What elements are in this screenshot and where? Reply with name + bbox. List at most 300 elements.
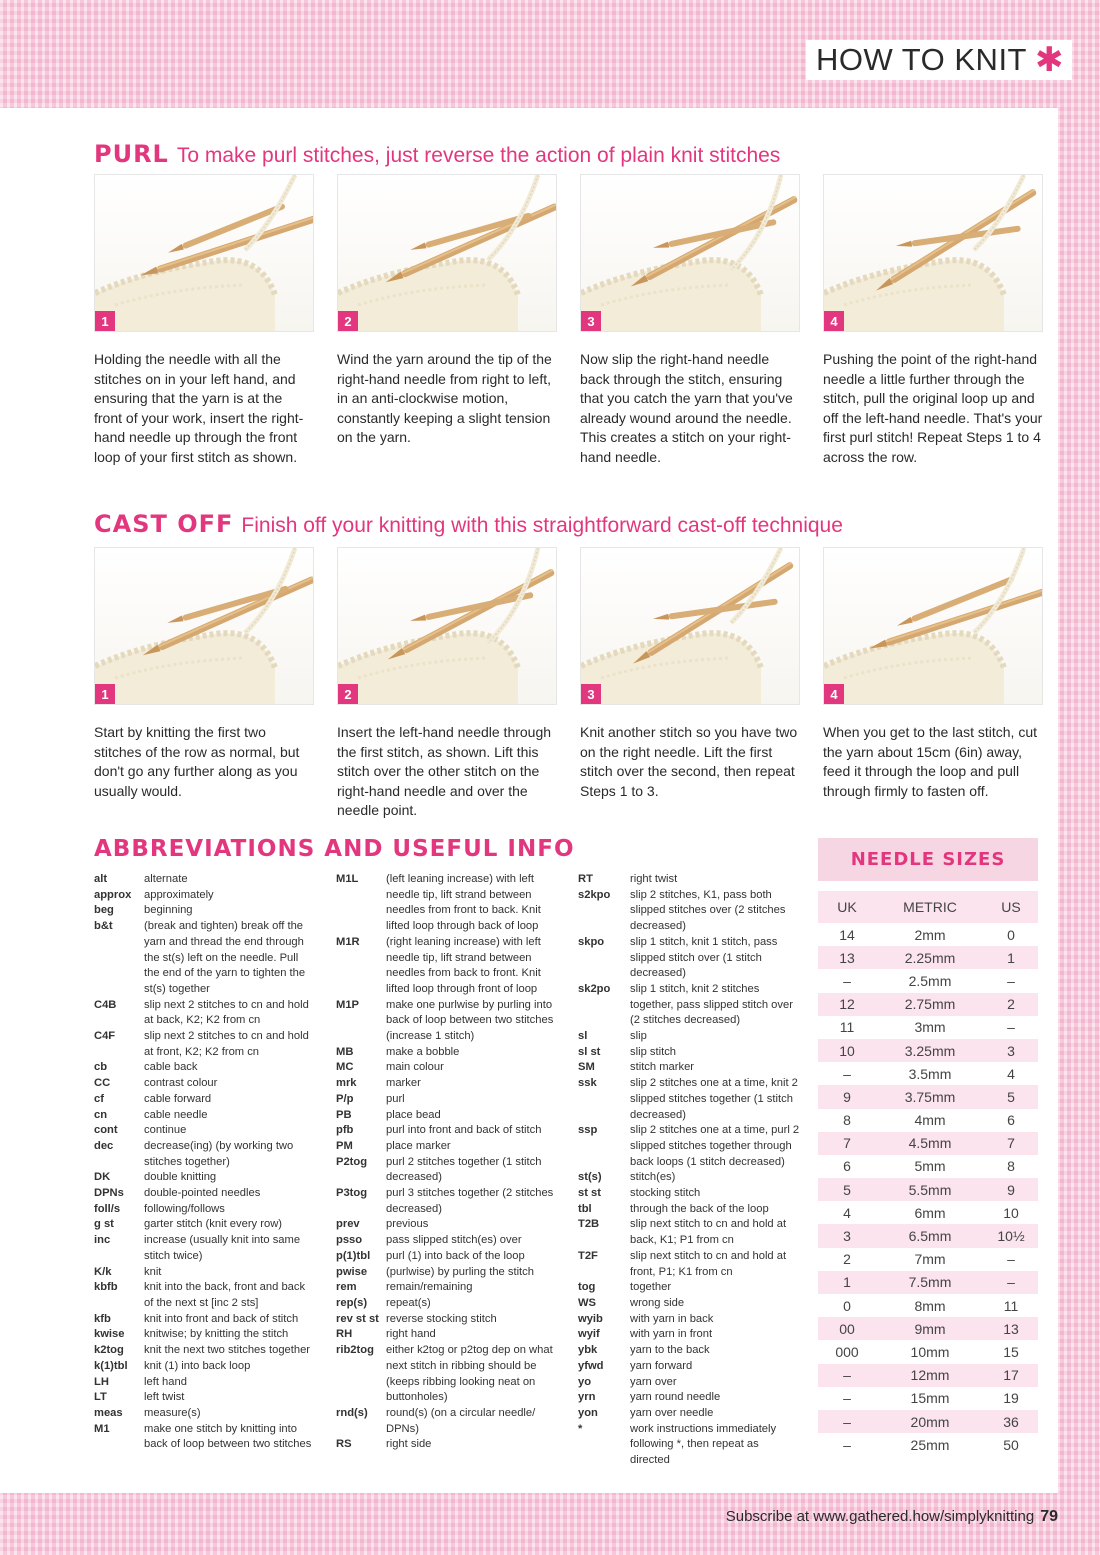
abbreviation-definition: following/follows — [144, 1202, 225, 1215]
needle-us: 36 — [1003, 1413, 1019, 1430]
header-title-text: HOW TO KNIT — [815, 42, 1027, 77]
needle-size-row — [818, 1224, 1038, 1247]
abbreviation-definition: (break and tighten) break off the yarn and thread the end through the st(s) left on the needle. Pull the end of the yarn to tighten the st(s) together — [144, 920, 306, 995]
abbreviation-term: MB — [336, 1045, 354, 1058]
abbreviation-definition: purl — [386, 1092, 405, 1105]
needle-uk: – — [843, 1413, 851, 1430]
abbreviation-row — [336, 1265, 558, 1281]
needle-uk: 12 — [839, 996, 855, 1013]
needle-size-row — [818, 969, 1038, 992]
abbreviation-definition: reverse stocking stitch — [386, 1312, 497, 1325]
castoff-step-photo — [94, 547, 314, 705]
abbreviation-definition: (purlwise) by purling the stitch — [386, 1265, 534, 1278]
purl-step-2 — [337, 174, 557, 467]
abbreviation-term: b&t — [94, 920, 113, 933]
abbreviation-row — [336, 1155, 558, 1186]
abbreviation-term: k2tog — [94, 1344, 124, 1357]
abbreviation-definition: approximately — [144, 888, 214, 901]
castoff-steps — [94, 547, 1038, 821]
abbreviation-term: cb — [94, 1061, 108, 1074]
needle-metric: 6mm — [914, 1204, 946, 1221]
abbreviation-definition: round(s) (on a circular needle/ DPNs) — [386, 1406, 536, 1435]
abbreviation-definition: purl (1) into back of the loop — [386, 1249, 525, 1262]
asterisk-icon: ✱ — [1035, 41, 1064, 79]
abbreviation-term: g st — [94, 1218, 114, 1231]
abbreviations-title: ABBREVIATIONS AND USEFUL INFO — [94, 836, 575, 862]
needle-size-row — [818, 1364, 1038, 1387]
abbreviation-term: yo — [578, 1375, 592, 1388]
abbreviation-definition: slip 2 stitches, K1, pass both slipped stitches over (2 stitches decreased) — [630, 888, 786, 933]
needle-uk: 5 — [843, 1181, 851, 1198]
subscribe-text: Subscribe at www.gathered.how/simplyknitting — [725, 1508, 1035, 1525]
step-number-badge: 3 — [581, 311, 601, 331]
purl-step-4 — [823, 174, 1043, 467]
abbreviation-term: DK — [94, 1171, 111, 1184]
castoff-step-text: Start by knitting the first two stitches of the row as normal, but don't go any further along as you usually would. — [94, 724, 300, 799]
abbreviation-term: sl st — [578, 1045, 601, 1058]
abbreviation-definition: continue — [144, 1124, 187, 1137]
abbreviation-definition: cable back — [144, 1061, 198, 1074]
abbreviation-row — [578, 1249, 800, 1280]
abbreviation-definition: remain/remaining — [386, 1281, 473, 1294]
abbreviation-definition: right twist — [630, 873, 678, 885]
needle-metric: 5mm — [914, 1158, 946, 1175]
needle-uk: 7 — [843, 1135, 851, 1152]
abbreviation-term: RH — [336, 1328, 353, 1341]
abbreviation-definition: slip 2 stitches one at a time, purl 2 slipped stitches together through back loops (1 stitch decreased) — [630, 1124, 800, 1168]
abbreviation-term: rem — [336, 1281, 357, 1294]
abbreviation-row — [336, 1217, 558, 1233]
needle-sizes-table — [818, 838, 1038, 1456]
abbreviation-term: pfb — [336, 1124, 354, 1137]
abbreviation-row — [94, 1170, 316, 1186]
abbreviation-row — [578, 888, 800, 935]
abbreviation-term: tog — [578, 1281, 596, 1294]
needle-metric: 7mm — [914, 1251, 946, 1268]
abbreviation-row — [94, 903, 316, 919]
needle-size-row — [818, 1317, 1038, 1340]
abbreviation-term: p(1)tbl — [336, 1249, 371, 1262]
abbreviation-term: P/p — [336, 1092, 354, 1105]
needle-size-row — [818, 946, 1038, 969]
knitting-photo-illustration — [95, 175, 314, 332]
needle-us: 9 — [1007, 1181, 1015, 1198]
purl-steps — [94, 174, 1043, 467]
step-number-badge: 1 — [95, 684, 115, 704]
abbreviation-term: beg — [94, 904, 114, 917]
abbreviation-definition: knit (1) into back loop — [144, 1359, 251, 1372]
abbreviation-term: psso — [336, 1234, 363, 1247]
abbreviation-term: PB — [336, 1108, 352, 1121]
abbreviation-term: P3tog — [336, 1187, 368, 1200]
needle-us: 10 — [1003, 1204, 1019, 1221]
abbreviation-row — [94, 1312, 316, 1328]
abbreviation-term: yfwd — [578, 1359, 604, 1372]
abbreviation-term: ssk — [578, 1077, 597, 1090]
needle-us: 5 — [1007, 1088, 1015, 1105]
purl-step-photo — [823, 174, 1043, 332]
knitting-photo-illustration — [338, 175, 557, 332]
abbreviation-definition: purl into front and back of stitch — [386, 1124, 542, 1137]
needle-us: 2 — [1007, 996, 1015, 1013]
abbreviation-row — [94, 919, 316, 998]
abbreviation-definition: yarn to the back — [630, 1344, 710, 1357]
abbreviation-term: P2tog — [336, 1155, 368, 1168]
needle-metric: 4mm — [914, 1112, 946, 1129]
castoff-step-text: Insert the left-hand needle through the first stitch, as shown. Lift this stitch over the other stitch on the right-hand needle and over the needle point. — [337, 724, 552, 818]
needle-uk: 2 — [843, 1251, 851, 1268]
abbreviation-definition: garter stitch (knit every row) — [144, 1218, 283, 1231]
abbreviation-row — [94, 1280, 316, 1311]
castoff-heading — [94, 510, 843, 538]
abbreviation-term: yrn — [578, 1391, 596, 1404]
needle-size-row — [818, 1433, 1038, 1456]
abbreviation-definition: slip — [630, 1030, 647, 1043]
step-number-badge: 3 — [581, 684, 601, 704]
abbreviation-term: T2F — [578, 1249, 598, 1262]
needle-us: 50 — [1003, 1436, 1019, 1453]
abbreviation-term: inc — [94, 1234, 111, 1247]
abbreviation-row — [336, 1233, 558, 1249]
needle-size-row — [818, 993, 1038, 1016]
castoff-step-photo — [580, 547, 800, 705]
abbreviation-definition: slip stitch — [630, 1045, 677, 1058]
needle-metric: 12mm — [910, 1367, 950, 1384]
needle-us: – — [1007, 1019, 1015, 1036]
abbreviations-column-3 — [578, 872, 800, 1469]
abbreviation-term: kfb — [94, 1312, 111, 1325]
purl-step-text: Holding the needle with all the stitches on in your left hand, and ensuring that the yarn is at the front of your work, insert the right-hand needle up through the front loop of your first stitch as shown. — [94, 351, 304, 465]
needle-size-row — [818, 1016, 1038, 1039]
abbreviation-definition: slip next stitch to cn and hold at back, K1; P1 from cn — [630, 1218, 787, 1247]
abbreviation-row — [336, 872, 558, 935]
purl-title: PURL — [94, 140, 169, 168]
needle-uk: – — [843, 1436, 851, 1453]
needle-uk: 11 — [839, 1019, 855, 1036]
needle-size-row — [818, 1271, 1038, 1294]
abbreviation-definition: pass slipped stitch(es) over — [386, 1234, 522, 1247]
castoff-step-text: When you get to the last stitch, cut the yarn about 15cm (6in) away, feed it through the loop and pull through firmly to fasten off. — [823, 724, 1037, 799]
abbreviation-row — [336, 1139, 558, 1155]
abbreviation-row — [94, 872, 316, 888]
abbreviation-term: tbl — [578, 1202, 592, 1215]
abbreviation-row — [336, 1186, 558, 1217]
abbreviation-definition: left twist — [144, 1391, 185, 1404]
castoff-subtitle: Finish off your knitting with this straightforward cast-off technique — [241, 514, 843, 537]
needle-metric: 25mm — [910, 1436, 950, 1453]
abbreviation-term: dec — [94, 1139, 114, 1152]
knitting-photo-illustration — [824, 548, 1043, 705]
abbreviation-row — [578, 1422, 800, 1469]
abbreviation-row — [94, 1343, 316, 1359]
abbreviation-term: cont — [94, 1124, 118, 1137]
abbreviation-row — [336, 1296, 558, 1312]
castoff-step-3 — [580, 547, 800, 821]
needle-us: 19 — [1003, 1390, 1019, 1407]
needle-us: 8 — [1007, 1158, 1015, 1175]
needle-uk: – — [843, 1367, 851, 1384]
needle-size-row — [818, 1132, 1038, 1155]
castoff-step-4 — [823, 547, 1043, 821]
abbreviation-definition: beginning — [144, 904, 193, 917]
abbreviation-definition: contrast colour — [144, 1077, 218, 1090]
needle-uk: 000 — [835, 1343, 859, 1360]
needle-metric: 9mm — [914, 1320, 946, 1337]
abbreviation-term: s2kpo — [578, 888, 611, 901]
needle-metric: 3mm — [914, 1019, 946, 1036]
abbreviation-definition: knit into the back, front and back of the next st [inc 2 sts] — [144, 1281, 306, 1309]
abbreviation-row — [578, 1076, 800, 1123]
abbreviation-definition: measure(s) — [144, 1406, 201, 1419]
abbreviation-row — [578, 872, 800, 888]
needle-us: 4 — [1007, 1065, 1015, 1082]
header-us: US — [1001, 899, 1021, 915]
needle-metric: 2.75mm — [904, 996, 956, 1013]
needle-size-row — [818, 1340, 1038, 1363]
needle-metric: 20mm — [910, 1413, 950, 1430]
needle-metric: 4.5mm — [908, 1135, 952, 1152]
abbreviation-row — [336, 1123, 558, 1139]
abbreviation-definition: cable forward — [144, 1092, 212, 1105]
page-footer — [726, 1508, 1058, 1526]
abbreviation-row — [94, 1233, 316, 1264]
step-number-badge: 4 — [824, 311, 844, 331]
abbreviation-row — [578, 1327, 800, 1343]
needle-size-row — [818, 923, 1038, 946]
needle-size-row — [818, 1178, 1038, 1201]
abbreviation-row — [94, 1327, 316, 1343]
castoff-step-photo — [823, 547, 1043, 705]
abbreviation-row — [336, 1092, 558, 1108]
abbreviation-row — [578, 1359, 800, 1375]
abbreviation-definition: through the back of the loop — [630, 1202, 769, 1215]
abbreviation-term: meas — [94, 1406, 123, 1419]
abbreviation-row — [336, 1108, 558, 1124]
abbreviation-definition: decrease(ing) (by working two stitches together) — [144, 1139, 294, 1168]
abbreviation-term: st st — [578, 1187, 602, 1200]
abbreviation-definition: main colour — [386, 1061, 444, 1074]
abbreviations-column-1 — [94, 872, 316, 1453]
abbreviation-term: alt — [94, 873, 108, 885]
abbreviation-term: M1 — [94, 1422, 110, 1435]
purl-step-text: Now slip the right-hand needle back through the stitch, ensuring that you catch the yarn that you've already wound around the needle. This creates a stitch on your right-hand needle. — [580, 351, 793, 465]
needle-uk: – — [843, 1390, 851, 1407]
abbreviation-term: C4B — [94, 998, 117, 1011]
needle-uk: – — [843, 972, 851, 989]
abbreviation-definition: knit the next two stitches together — [144, 1344, 311, 1357]
abbreviation-row — [336, 998, 558, 1045]
needle-us: 15 — [1003, 1343, 1019, 1360]
needle-size-row — [818, 1410, 1038, 1433]
abbreviation-definition: repeat(s) — [386, 1296, 431, 1309]
abbreviation-term: kwise — [94, 1328, 125, 1341]
abbreviation-definition: wrong side — [630, 1296, 685, 1309]
abbreviation-term: PM — [336, 1139, 353, 1152]
needle-us: 13 — [1003, 1320, 1019, 1337]
needle-metric: 2.5mm — [908, 972, 952, 989]
needle-size-row — [818, 1109, 1038, 1132]
abbreviation-definition: purl 3 stitches together (2 stitches decreased) — [386, 1187, 554, 1215]
abbreviation-row — [336, 935, 558, 998]
abbreviation-row — [578, 1217, 800, 1248]
abbreviation-term: RS — [336, 1438, 352, 1451]
header-metric: METRIC — [903, 899, 957, 915]
step-number-badge: 2 — [338, 311, 358, 331]
abbreviation-definition: with yarn in back — [630, 1312, 714, 1325]
abbreviation-definition: right side — [386, 1438, 432, 1451]
needle-metric: 2mm — [914, 926, 946, 943]
needle-uk: 4 — [843, 1204, 851, 1221]
abbreviation-term: rev st st — [336, 1312, 379, 1325]
abbreviation-row — [578, 1123, 800, 1170]
step-number-badge: 1 — [95, 311, 115, 331]
abbreviation-row — [94, 1092, 316, 1108]
abbreviation-definition: previous — [386, 1218, 429, 1231]
abbreviation-term: * — [578, 1422, 583, 1435]
header-uk: UK — [837, 899, 857, 915]
abbreviation-term: kbfb — [94, 1281, 118, 1294]
abbreviation-term: LH — [94, 1375, 109, 1388]
needle-size-row — [818, 1039, 1038, 1062]
needle-us: – — [1007, 1251, 1015, 1268]
abbreviation-definition: yarn over — [630, 1375, 677, 1388]
needle-us: 10½ — [997, 1228, 1025, 1245]
needle-metric: 15mm — [910, 1390, 950, 1407]
purl-step-photo — [94, 174, 314, 332]
abbreviation-row — [578, 1406, 800, 1422]
needle-sizes-title: NEEDLE SIZES — [818, 838, 1038, 881]
needle-metric: 10mm — [910, 1343, 950, 1360]
needle-sizes-header — [818, 891, 1038, 923]
abbreviation-term: DPNs — [94, 1187, 124, 1200]
abbreviation-term: K/k — [94, 1265, 112, 1278]
purl-step-photo — [337, 174, 557, 332]
needle-size-row — [818, 1201, 1038, 1224]
abbreviation-definition: make one stitch by knitting into back of loop between two stitches — [144, 1422, 312, 1451]
abbreviation-row — [336, 1312, 558, 1328]
abbreviation-row — [336, 1249, 558, 1265]
abbreviation-row — [94, 1076, 316, 1092]
abbreviation-term: foll/s — [94, 1202, 121, 1215]
needle-metric: 5.5mm — [908, 1181, 952, 1198]
abbreviation-term: RT — [578, 873, 593, 885]
knitting-photo-illustration — [824, 175, 1043, 332]
abbreviation-term: mrk — [336, 1077, 357, 1090]
abbreviation-row — [578, 1312, 800, 1328]
castoff-title: CAST OFF — [94, 510, 234, 538]
abbreviation-row — [94, 1375, 316, 1391]
abbreviation-term: sk2po — [578, 982, 611, 995]
abbreviation-definition: make one purlwise by purling into back of loop between two stitches (increase 1 stitch) — [386, 998, 554, 1043]
needle-uk: – — [843, 1065, 851, 1082]
purl-step-1 — [94, 174, 314, 467]
abbreviation-row — [94, 1390, 316, 1406]
abbreviation-term: rnd(s) — [336, 1406, 368, 1419]
abbreviation-term: skpo — [578, 935, 605, 948]
abbreviation-row — [336, 1343, 558, 1406]
abbreviation-term: CC — [94, 1077, 111, 1090]
abbreviation-definition: knitwise; by knitting the stitch — [144, 1328, 289, 1341]
abbreviation-row — [578, 1296, 800, 1312]
abbreviation-definition: slip 1 stitch, knit 1 stitch, pass slipped stitch over (1 stitch decreased) — [630, 935, 778, 980]
abbreviation-row — [578, 1060, 800, 1076]
abbreviation-term: M1L — [336, 873, 359, 885]
abbreviation-definition: slip 2 stitches one at a time, knit 2 slipped stitches together (1 stitch decreased) — [630, 1077, 798, 1121]
needle-metric: 3.5mm — [908, 1065, 952, 1082]
needle-metric: 3.75mm — [904, 1088, 956, 1105]
abbreviation-term: rib2tog — [336, 1344, 374, 1357]
abbreviation-term: WS — [578, 1296, 597, 1309]
abbreviation-definition: with yarn in front — [630, 1328, 713, 1341]
abbreviation-row — [336, 1406, 558, 1437]
abbreviation-term: C4F — [94, 1030, 116, 1043]
abbreviation-term: cf — [94, 1092, 104, 1105]
needle-size-row — [818, 1155, 1038, 1178]
needle-metric: 2.25mm — [904, 949, 956, 966]
abbreviation-definition: knit — [144, 1265, 162, 1278]
abbreviation-term: LT — [94, 1391, 107, 1404]
needle-uk: 10 — [839, 1042, 855, 1059]
abbreviation-definition: stitch(es) — [630, 1171, 676, 1184]
abbreviation-term: SM — [578, 1061, 595, 1074]
needle-size-row — [818, 1248, 1038, 1271]
abbreviation-term: prev — [336, 1218, 360, 1231]
needle-uk: 9 — [843, 1088, 851, 1105]
abbreviation-definition: slip next stitch to cn and hold at front, P1; K1 from cn — [630, 1249, 787, 1278]
abbreviation-row — [94, 1060, 316, 1076]
abbreviation-row — [336, 1060, 558, 1076]
needle-size-row — [818, 1085, 1038, 1108]
abbreviation-row — [578, 1186, 800, 1202]
abbreviation-definition: together — [630, 1281, 672, 1294]
abbreviation-definition: purl 2 stitches together (1 stitch decreased) — [386, 1155, 542, 1184]
abbreviation-definition: place bead — [386, 1108, 441, 1121]
abbreviation-definition: yarn over needle — [630, 1406, 714, 1419]
abbreviation-row — [578, 1170, 800, 1186]
abbreviation-term: sl — [578, 1030, 588, 1043]
abbreviation-definition: make a bobble — [386, 1045, 460, 1058]
needle-uk: 3 — [843, 1228, 851, 1245]
abbreviation-definition: left hand — [144, 1375, 187, 1388]
abbreviation-row — [94, 1202, 316, 1218]
needle-us: 3 — [1007, 1042, 1015, 1059]
abbreviation-term: cn — [94, 1108, 108, 1121]
abbreviation-definition: (left leaning increase) with left needle tip, lift strand between needles from front to back. Knit lifted loop through back of loop — [386, 873, 541, 933]
abbreviation-term: pwise — [336, 1265, 368, 1278]
purl-step-photo — [580, 174, 800, 332]
abbreviation-row — [578, 1202, 800, 1218]
abbreviation-definition: knit into front and back of stitch — [144, 1312, 299, 1325]
castoff-step-photo — [337, 547, 557, 705]
abbreviation-definition: (right leaning increase) with left needle tip, lift strand between needles from back to front. Knit lifted loop through front of loop — [386, 935, 541, 995]
purl-subtitle: To make purl stitches, just reverse the action of plain knit stitches — [176, 144, 781, 167]
page-number: 79 — [1040, 1508, 1058, 1525]
abbreviation-definition: alternate — [144, 873, 188, 885]
knitting-photo-illustration — [581, 175, 800, 332]
abbreviation-term: ybk — [578, 1344, 598, 1357]
needle-size-row — [818, 1062, 1038, 1085]
abbreviation-row — [578, 1045, 800, 1061]
abbreviation-term: wyif — [578, 1328, 600, 1341]
castoff-step-1 — [94, 547, 314, 821]
abbreviation-row — [336, 1327, 558, 1343]
castoff-step-2 — [337, 547, 557, 821]
abbreviation-row — [578, 1375, 800, 1391]
abbreviation-definition: increase (usually knit into same stitch twice) — [144, 1234, 301, 1262]
needle-us: 6 — [1007, 1112, 1015, 1129]
abbreviation-term: ssp — [578, 1124, 598, 1137]
needle-size-row — [818, 1294, 1038, 1317]
